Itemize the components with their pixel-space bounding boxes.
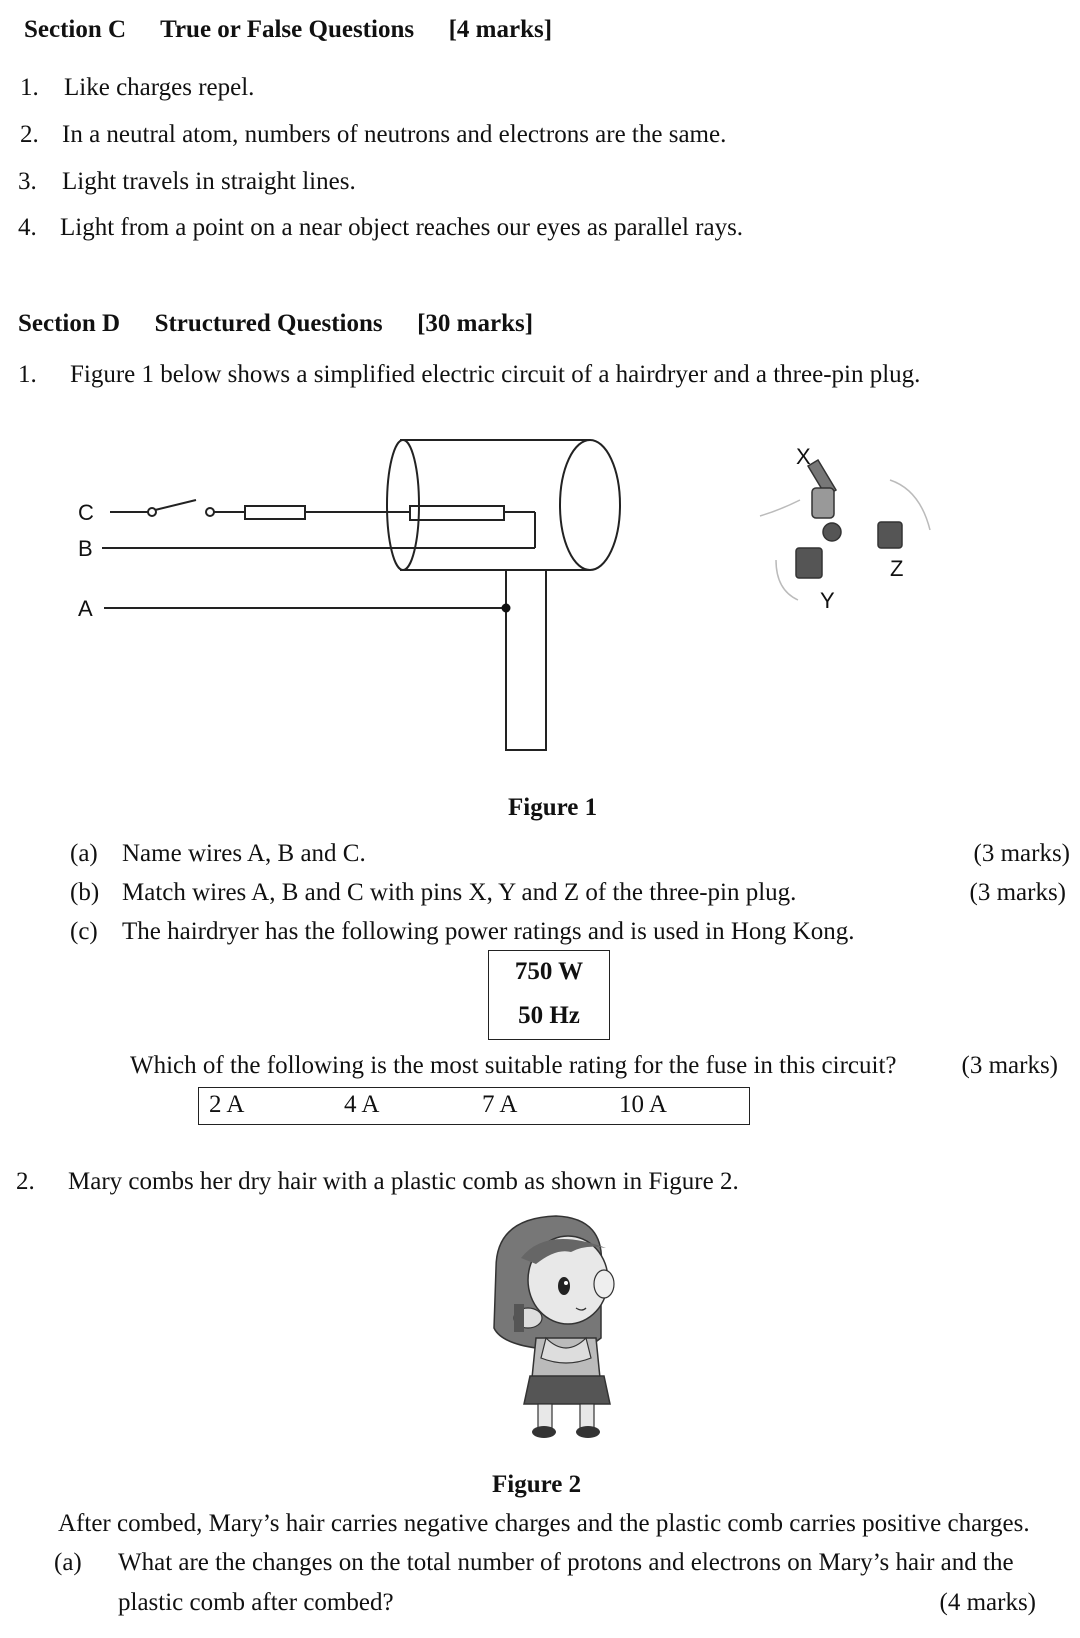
girl-combing-hair-illustration xyxy=(476,1208,636,1448)
fuse-question-text: Which of the following is the most suitable rating for the fuse in this circuit? xyxy=(130,1052,897,1079)
section-c-heading xyxy=(24,16,552,44)
q1-number: 1. xyxy=(18,361,37,388)
wire-label-a: A xyxy=(78,596,93,621)
section-d-heading xyxy=(18,310,533,338)
tf-question-1 xyxy=(20,74,39,102)
tf-question-2 xyxy=(20,121,39,149)
tf-question-text: In a neutral atom, numbers of neutrons and electrons are the same. xyxy=(62,121,727,148)
pin-label-z: Z xyxy=(890,556,904,581)
tf-question-4 xyxy=(18,214,37,242)
hairdryer-circuit-diagram xyxy=(60,430,700,770)
q2-statement: After combed, Mary’s hair carries negative charges and the plastic comb carries positive charges. xyxy=(58,1510,1030,1537)
q1-part-a-text: Name wires A, B and C. xyxy=(122,840,366,867)
q2-part-a-label: (a) xyxy=(54,1549,82,1576)
section-d-title: Structured Questions xyxy=(154,310,383,337)
fuse-option: 2 A xyxy=(209,1091,245,1118)
q1-part-a-label: (a) xyxy=(70,840,98,867)
q1-part-c-label: (c) xyxy=(70,918,98,945)
fuse-option: 4 A xyxy=(344,1091,380,1118)
tf-question-number: 1. xyxy=(20,74,39,101)
q2-part-a-line2: plastic comb after combed? xyxy=(118,1589,394,1616)
tf-question-3 xyxy=(18,168,37,196)
tf-question-text: Light from a point on a near object reaches our eyes as parallel rays. xyxy=(60,214,744,241)
q1-part-b-text: Match wires A, B and C with pins X, Y and Z of the three-pin plug. xyxy=(122,879,797,906)
section-c-title: True or False Questions xyxy=(160,16,415,43)
section-d-marks: [30 marks] xyxy=(417,310,534,337)
tf-question-number: 3. xyxy=(18,168,37,195)
section-c-label: Section C xyxy=(24,16,127,43)
fuse-option: 10 A xyxy=(619,1091,667,1118)
tf-question-number: 2. xyxy=(20,121,39,148)
q1-part-b-label: (b) xyxy=(70,879,100,906)
q2-part-a-marks: (4 marks) xyxy=(939,1589,1036,1616)
power-rating: 750 W xyxy=(514,958,584,985)
fuse-options-box xyxy=(198,1087,750,1125)
tf-question-text: Light travels in straight lines. xyxy=(62,168,356,195)
figure-2-caption: Figure 2 xyxy=(492,1471,582,1498)
tf-question-number: 4. xyxy=(18,214,37,241)
fuse-option: 7 A xyxy=(482,1091,518,1118)
q2-text: Mary combs her dry hair with a plastic comb as shown in Figure 2. xyxy=(68,1168,739,1195)
q2-number: 2. xyxy=(16,1168,35,1195)
fuse-question-marks: (3 marks) xyxy=(961,1052,1058,1079)
section-d-label: Section D xyxy=(18,310,121,337)
section-c-marks: [4 marks] xyxy=(448,16,553,43)
tf-question-text: Like charges repel. xyxy=(64,74,255,101)
q1-part-b-marks: (3 marks) xyxy=(969,879,1066,906)
q1-part-c-text: The hairdryer has the following power ratings and is used in Hong Kong. xyxy=(122,918,855,945)
pin-label-y: Y xyxy=(820,588,835,613)
figure-1-caption: Figure 1 xyxy=(508,794,598,821)
frequency-rating: 50 Hz xyxy=(518,1002,580,1029)
power-rating-box xyxy=(488,950,610,1040)
wire-label-b: B xyxy=(78,536,93,561)
q1-text: Figure 1 below shows a simplified electric circuit of a hairdryer and a three-pin plug. xyxy=(70,361,921,388)
wire-label-c: C xyxy=(78,500,94,525)
q2-part-a-line1: What are the changes on the total number of protons and electrons on Mary’s hair and the xyxy=(118,1549,1014,1576)
pin-label-x: X xyxy=(796,444,811,469)
three-pin-plug-image xyxy=(740,430,960,660)
q1-part-a-marks: (3 marks) xyxy=(973,840,1070,867)
